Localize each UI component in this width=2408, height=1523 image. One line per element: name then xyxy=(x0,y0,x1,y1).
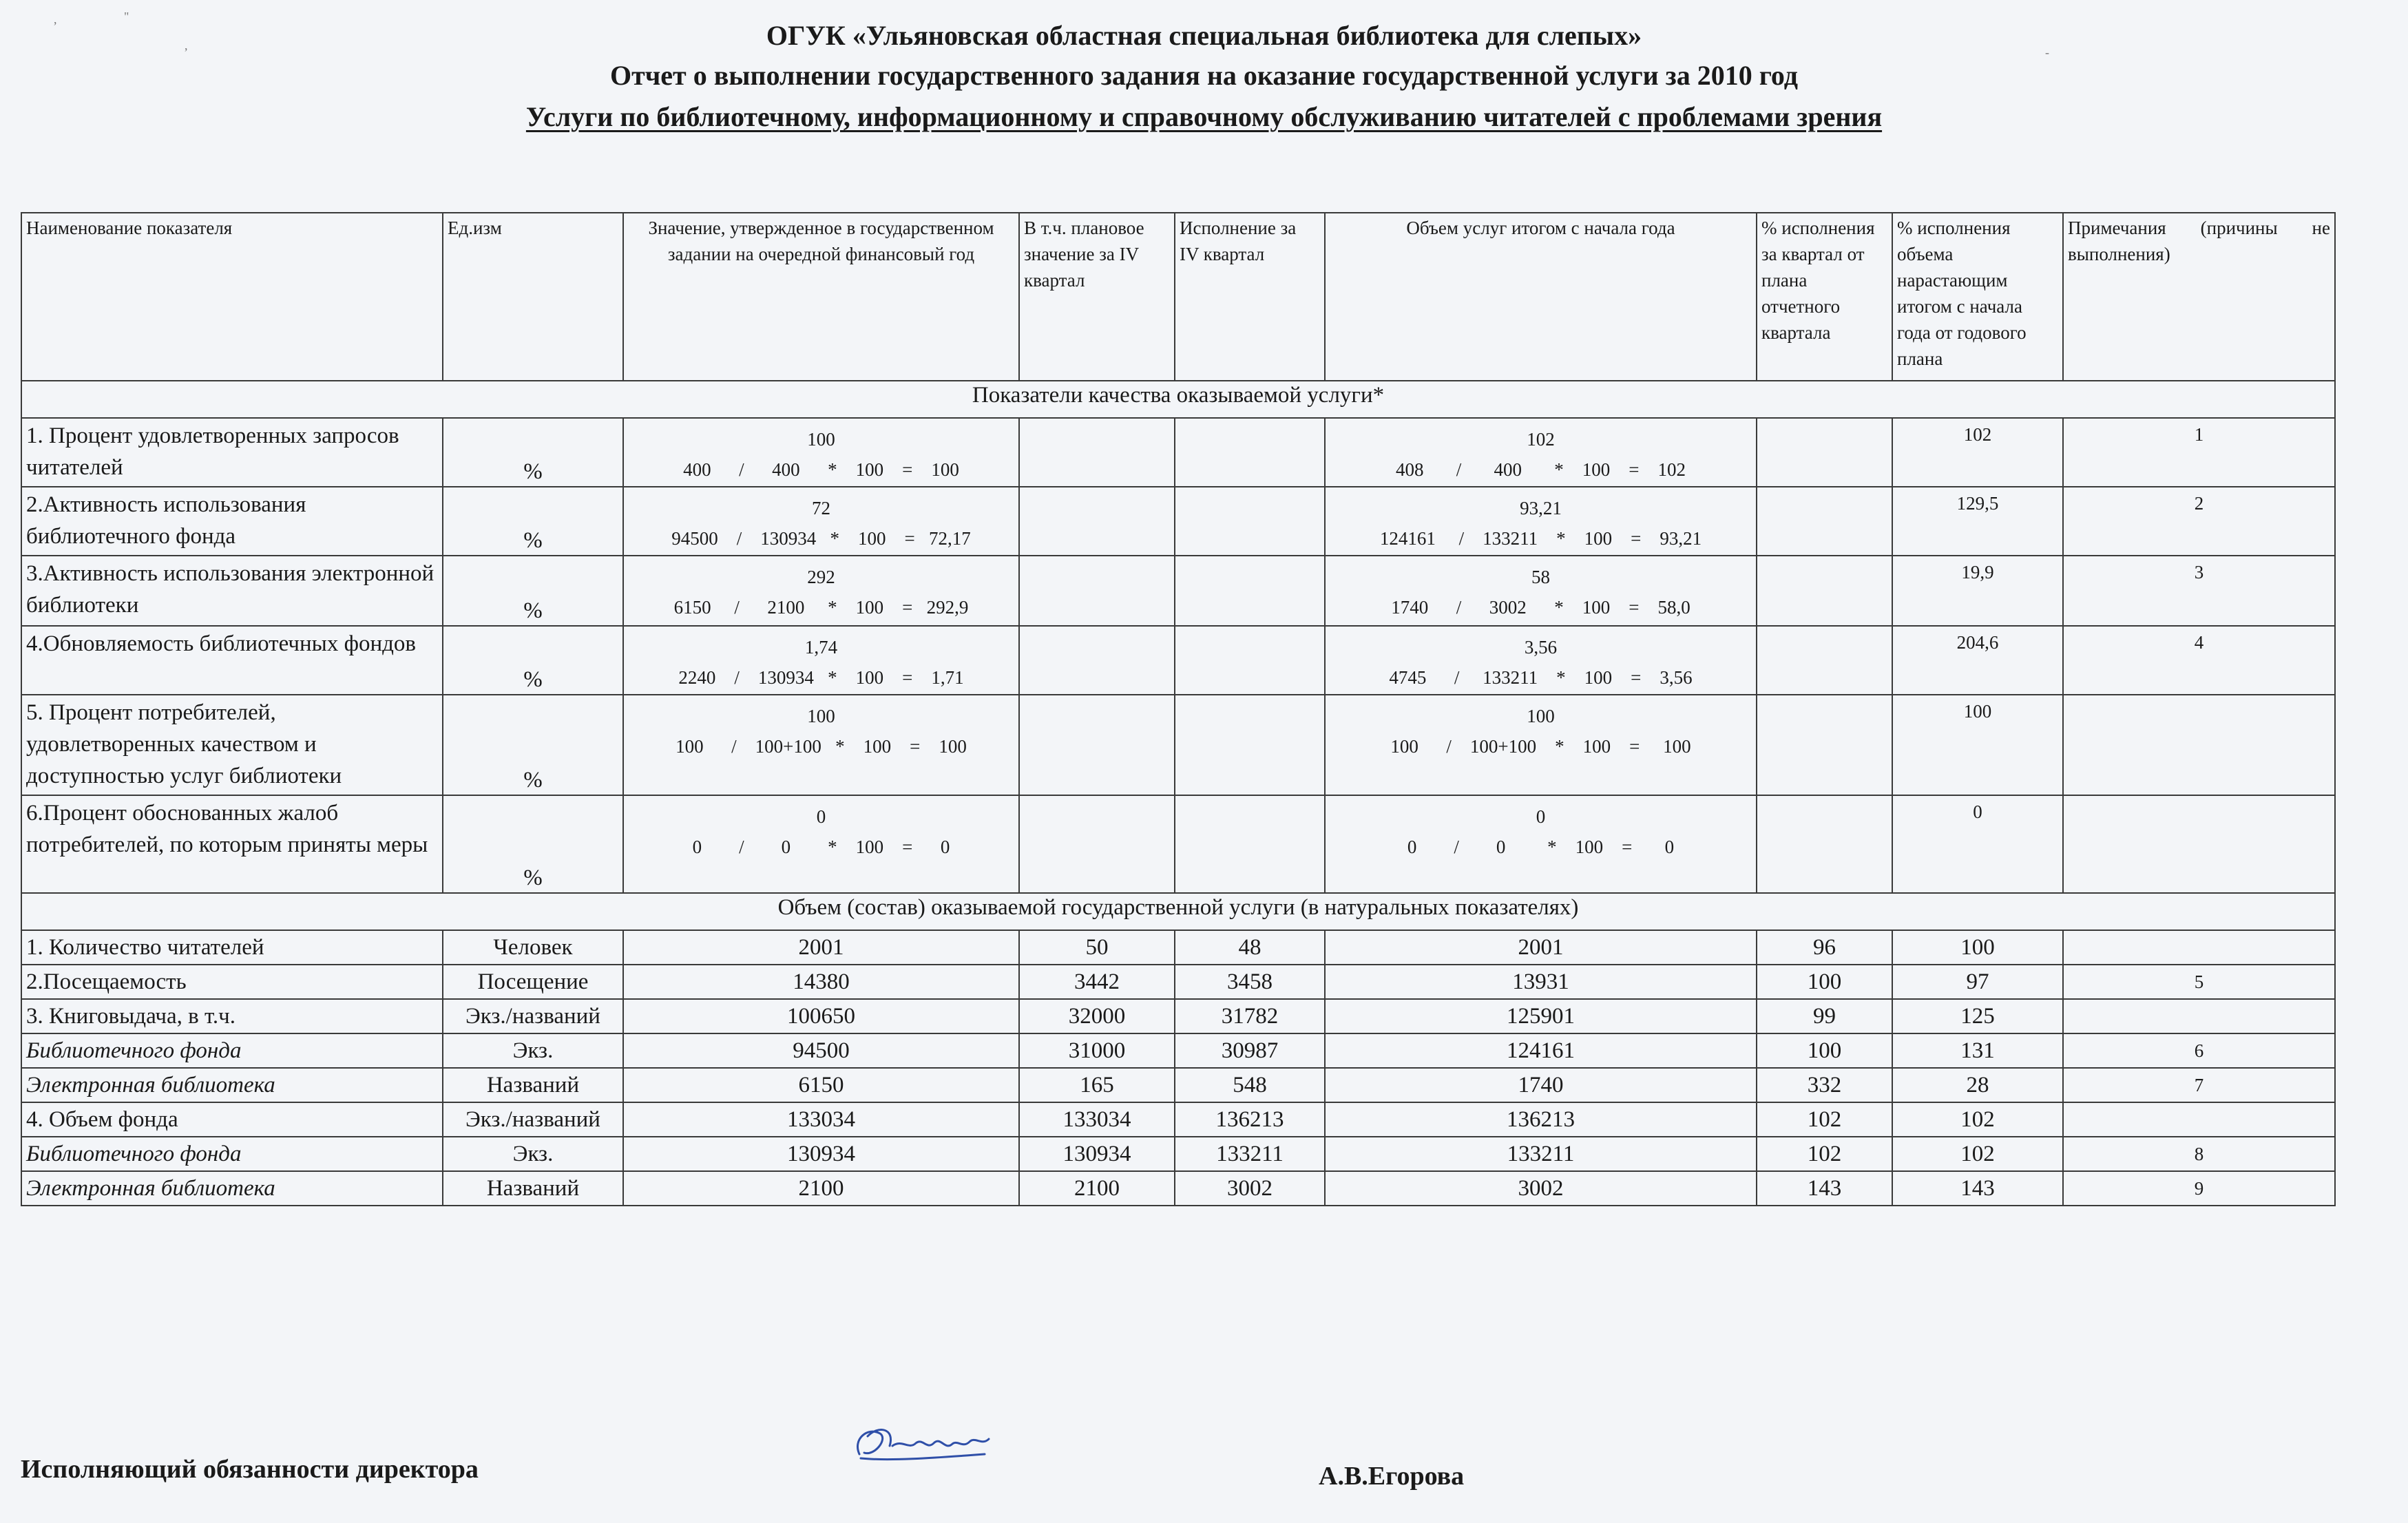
ytd-cell: 136213 xyxy=(1325,1102,1757,1137)
ytd-formula: 1740 / 3002 * 100 = 58,0 xyxy=(1391,597,1690,618)
volume-row xyxy=(21,1068,2335,1102)
plan-q4-cell: 31000 xyxy=(1019,1033,1175,1068)
volume-row xyxy=(21,965,2335,999)
unit-cell: % xyxy=(443,695,623,795)
exec-q4-cell xyxy=(1175,626,1325,695)
plan-q4-cell: 130934 xyxy=(1019,1137,1175,1171)
plan-q4-cell xyxy=(1019,556,1175,626)
indicator-name: 2.Активность использования библиотечного фонда xyxy=(21,487,443,556)
quality-row xyxy=(21,556,2335,626)
volume-row xyxy=(21,1033,2335,1068)
section-title-volume: Объем (состав) оказываемой государственной услуги (в натуральных показателях) xyxy=(21,893,2335,930)
col-header-pct-year: % исполнения объема нарастающим итогом с начала года от годового плана xyxy=(1892,213,2063,381)
section-title-quality: Показатели качества оказываемой услуги* xyxy=(21,381,2335,418)
note-cell xyxy=(2063,695,2335,795)
unit-cell: % xyxy=(443,556,623,626)
note-cell: 9 xyxy=(2063,1171,2335,1206)
plan-q4-cell: 3442 xyxy=(1019,965,1175,999)
indicator-name: Электронная библиотека xyxy=(21,1171,443,1206)
col-header-exec-q4: Исполнение за IV квартал xyxy=(1175,213,1325,381)
exec-q4-cell: 30987 xyxy=(1175,1033,1325,1068)
approved-cell xyxy=(623,626,1019,695)
col-header-pct-quarter: % исполнения за квартал от плана отчетного квартала xyxy=(1757,213,1892,381)
unit-cell: Человек xyxy=(443,930,623,965)
note-cell: 4 xyxy=(2063,626,2335,695)
ytd-cell xyxy=(1325,626,1757,695)
scan-speck: , xyxy=(185,39,188,52)
unit-cell: % xyxy=(443,626,623,695)
ytd-cell: 133211 xyxy=(1325,1137,1757,1171)
approved-cell: 2100 xyxy=(623,1171,1019,1206)
exec-q4-cell xyxy=(1175,487,1325,556)
pct-year-cell: 131 xyxy=(1892,1033,2063,1068)
volume-row xyxy=(21,999,2335,1033)
ytd-value: 0 xyxy=(1536,806,1546,827)
approved-cell: 14380 xyxy=(623,965,1019,999)
report-title: Отчет о выполнении государственного задания на оказание государственной услуги за 2010 год xyxy=(609,60,1799,91)
unit-cell: Названий xyxy=(443,1068,623,1102)
quality-row xyxy=(21,487,2335,556)
ytd-value: 102 xyxy=(1527,429,1555,450)
ytd-formula: 0 / 0 * 100 = 0 xyxy=(1407,837,1675,857)
ytd-cell xyxy=(1325,556,1757,626)
exec-q4-cell: 3458 xyxy=(1175,965,1325,999)
director-position: Исполняющий обязанности директора xyxy=(21,1455,479,1484)
exec-q4-cell: 548 xyxy=(1175,1068,1325,1102)
ytd-value: 58 xyxy=(1531,567,1550,587)
ytd-cell: 125901 xyxy=(1325,999,1757,1033)
approved-cell: 100650 xyxy=(623,999,1019,1033)
approved-formula: 94500 / 130934 * 100 = 72,17 xyxy=(671,528,971,549)
note-cell: 5 xyxy=(2063,965,2335,999)
col-header-notes: Примечания (причины не выполнения) xyxy=(2063,213,2335,381)
indicator-name: 4. Объем фонда xyxy=(21,1102,443,1137)
plan-q4-cell xyxy=(1019,418,1175,487)
exec-q4-cell: 3002 xyxy=(1175,1171,1325,1206)
approved-value: 72 xyxy=(812,498,830,518)
note-cell xyxy=(2063,930,2335,965)
col-header-plan-q4: В т.ч. плановое значение за IV квартал xyxy=(1019,213,1175,381)
note-cell xyxy=(2063,999,2335,1033)
note-cell xyxy=(2063,1102,2335,1137)
unit-cell: Экз. xyxy=(443,1137,623,1171)
indicator-name: Библиотечного фонда xyxy=(21,1137,443,1171)
pct-year-cell: 102 xyxy=(1892,418,2063,487)
pct-quarter-cell: 99 xyxy=(1757,999,1892,1033)
approved-cell xyxy=(623,795,1019,893)
table-header-row xyxy=(21,213,2335,381)
plan-q4-cell xyxy=(1019,695,1175,795)
plan-q4-cell xyxy=(1019,487,1175,556)
report-table xyxy=(21,212,2336,1206)
section-header-volume xyxy=(21,893,2335,930)
ytd-cell: 13931 xyxy=(1325,965,1757,999)
scan-speck: - xyxy=(2045,45,2049,59)
unit-cell: % xyxy=(443,795,623,893)
pct-quarter-cell: 332 xyxy=(1757,1068,1892,1102)
note-cell: 7 xyxy=(2063,1068,2335,1102)
indicator-name: Электронная библиотека xyxy=(21,1068,443,1102)
unit-cell: Посещение xyxy=(443,965,623,999)
indicator-name: Библиотечного фонда xyxy=(21,1033,443,1068)
approved-cell: 133034 xyxy=(623,1102,1019,1137)
exec-q4-cell: 31782 xyxy=(1175,999,1325,1033)
approved-cell: 130934 xyxy=(623,1137,1019,1171)
pct-year-cell: 125 xyxy=(1892,999,2063,1033)
pct-quarter-cell: 96 xyxy=(1757,930,1892,965)
pct-year-cell: 102 xyxy=(1892,1137,2063,1171)
approved-cell xyxy=(623,695,1019,795)
volume-row xyxy=(21,930,2335,965)
approved-cell xyxy=(623,556,1019,626)
pct-year-cell: 143 xyxy=(1892,1171,2063,1206)
approved-formula: 2240 / 130934 * 100 = 1,71 xyxy=(678,667,964,688)
ytd-cell: 2001 xyxy=(1325,930,1757,965)
approved-formula: 100 / 100+100 * 100 = 100 xyxy=(676,736,967,757)
indicator-name: 6.Процент обоснованных жалоб потребителей, по которым приняты меры xyxy=(21,795,443,893)
approved-value: 100 xyxy=(807,429,835,450)
exec-q4-cell xyxy=(1175,695,1325,795)
pct-year-cell: 19,9 xyxy=(1892,556,2063,626)
quality-row xyxy=(21,795,2335,893)
pct-quarter-cell xyxy=(1757,626,1892,695)
col-header-unit: Ед.изм xyxy=(443,213,623,381)
indicator-name: 1. Количество читателей xyxy=(21,930,443,965)
plan-q4-cell: 32000 xyxy=(1019,999,1175,1033)
unit-cell: % xyxy=(443,487,623,556)
quality-row xyxy=(21,418,2335,487)
note-cell: 3 xyxy=(2063,556,2335,626)
pct-year-cell: 100 xyxy=(1892,930,2063,965)
exec-q4-cell xyxy=(1175,795,1325,893)
ytd-cell xyxy=(1325,695,1757,795)
quality-row xyxy=(21,695,2335,795)
plan-q4-cell xyxy=(1019,626,1175,695)
approved-value: 1,74 xyxy=(804,637,838,658)
unit-cell: Названий xyxy=(443,1171,623,1206)
unit-cell: % xyxy=(443,418,623,487)
ytd-value: 100 xyxy=(1527,706,1555,726)
indicator-name: 3. Книговыдача, в т.ч. xyxy=(21,999,443,1033)
service-title-text: Услуги по библиотечному, информационному и справочному обслуживанию читателей с проблемами зрения xyxy=(525,101,1883,132)
pct-quarter-cell: 102 xyxy=(1757,1137,1892,1171)
pct-quarter-cell: 143 xyxy=(1757,1171,1892,1206)
pct-year-cell: 0 xyxy=(1892,795,2063,893)
ytd-cell xyxy=(1325,418,1757,487)
approved-formula: 0 / 0 * 100 = 0 xyxy=(692,837,950,857)
indicator-name: 1. Процент удовлетворенных запросов читателей xyxy=(21,418,443,487)
approved-formula: 6150 / 2100 * 100 = 292,9 xyxy=(673,597,969,618)
director-signature xyxy=(847,1418,1005,1473)
pct-quarter-cell xyxy=(1757,556,1892,626)
col-header-name: Наименование показателя xyxy=(21,213,443,381)
service-title xyxy=(0,101,2408,133)
pct-quarter-cell xyxy=(1757,487,1892,556)
ytd-value: 93,21 xyxy=(1520,498,1562,518)
approved-cell: 6150 xyxy=(623,1068,1019,1102)
ytd-cell: 124161 xyxy=(1325,1033,1757,1068)
unit-cell: Экз. xyxy=(443,1033,623,1068)
exec-q4-cell: 48 xyxy=(1175,930,1325,965)
ytd-cell: 3002 xyxy=(1325,1171,1757,1206)
note-cell: 8 xyxy=(2063,1137,2335,1171)
plan-q4-cell: 133034 xyxy=(1019,1102,1175,1137)
quality-row xyxy=(21,626,2335,695)
col-header-approved: Значение, утвержденное в государственном задании на очередной финансовый год xyxy=(623,213,1019,381)
approved-value: 292 xyxy=(807,567,835,587)
ytd-value: 3,56 xyxy=(1524,637,1558,658)
ytd-cell: 1740 xyxy=(1325,1068,1757,1102)
scan-speck: " xyxy=(124,10,129,23)
exec-q4-cell: 133211 xyxy=(1175,1137,1325,1171)
exec-q4-cell xyxy=(1175,556,1325,626)
indicator-name: 4.Обновляемость библиотечных фондов xyxy=(21,626,443,695)
indicator-name: 5. Процент потребителей, удовлетворенных качеством и доступностью услуг библиотеки xyxy=(21,695,443,795)
ytd-formula: 100 / 100+100 * 100 = 100 xyxy=(1390,736,1691,757)
scan-speck: , xyxy=(54,12,57,26)
organization-title: ОГУК «Ульяновская областная специальная библиотека для слепых» xyxy=(766,20,1642,51)
section-header-quality xyxy=(21,381,2335,418)
approved-cell: 2001 xyxy=(623,930,1019,965)
ytd-formula: 408 / 400 * 100 = 102 xyxy=(1396,459,1686,480)
pct-year-cell: 28 xyxy=(1892,1068,2063,1102)
volume-row xyxy=(21,1137,2335,1171)
pct-quarter-cell xyxy=(1757,695,1892,795)
pct-year-cell: 129,5 xyxy=(1892,487,2063,556)
indicator-name: 3.Активность использования электронной библиотеки xyxy=(21,556,443,626)
pct-quarter-cell xyxy=(1757,418,1892,487)
exec-q4-cell: 136213 xyxy=(1175,1102,1325,1137)
pct-year-cell: 204,6 xyxy=(1892,626,2063,695)
pct-quarter-cell: 100 xyxy=(1757,965,1892,999)
note-cell: 1 xyxy=(2063,418,2335,487)
plan-q4-cell: 50 xyxy=(1019,930,1175,965)
plan-q4-cell: 165 xyxy=(1019,1068,1175,1102)
approved-cell: 94500 xyxy=(623,1033,1019,1068)
pct-year-cell: 100 xyxy=(1892,695,2063,795)
plan-q4-cell: 2100 xyxy=(1019,1171,1175,1206)
ytd-cell xyxy=(1325,795,1757,893)
approved-value: 0 xyxy=(816,806,826,827)
note-cell: 6 xyxy=(2063,1033,2335,1068)
plan-q4-cell xyxy=(1019,795,1175,893)
approved-value: 100 xyxy=(807,706,835,726)
director-name: А.В.Егорова xyxy=(1319,1462,1465,1491)
exec-q4-cell xyxy=(1175,418,1325,487)
volume-row xyxy=(21,1102,2335,1137)
approved-cell xyxy=(623,418,1019,487)
unit-cell: Экз./названий xyxy=(443,1102,623,1137)
indicator-name: 2.Посещаемость xyxy=(21,965,443,999)
pct-quarter-cell xyxy=(1757,795,1892,893)
note-cell: 2 xyxy=(2063,487,2335,556)
pct-quarter-cell: 102 xyxy=(1757,1102,1892,1137)
pct-year-cell: 97 xyxy=(1892,965,2063,999)
ytd-formula: 124161 / 133211 * 100 = 93,21 xyxy=(1379,528,1702,549)
volume-row xyxy=(21,1171,2335,1206)
col-header-ytd: Объем услуг итогом с начала года xyxy=(1325,213,1757,381)
unit-cell: Экз./названий xyxy=(443,999,623,1033)
pct-year-cell: 102 xyxy=(1892,1102,2063,1137)
approved-cell xyxy=(623,487,1019,556)
note-cell xyxy=(2063,795,2335,893)
approved-formula: 400 / 400 * 100 = 100 xyxy=(683,459,959,480)
pct-quarter-cell: 100 xyxy=(1757,1033,1892,1068)
table-body xyxy=(21,381,2335,1206)
ytd-cell xyxy=(1325,487,1757,556)
ytd-formula: 4745 / 133211 * 100 = 3,56 xyxy=(1389,667,1693,688)
